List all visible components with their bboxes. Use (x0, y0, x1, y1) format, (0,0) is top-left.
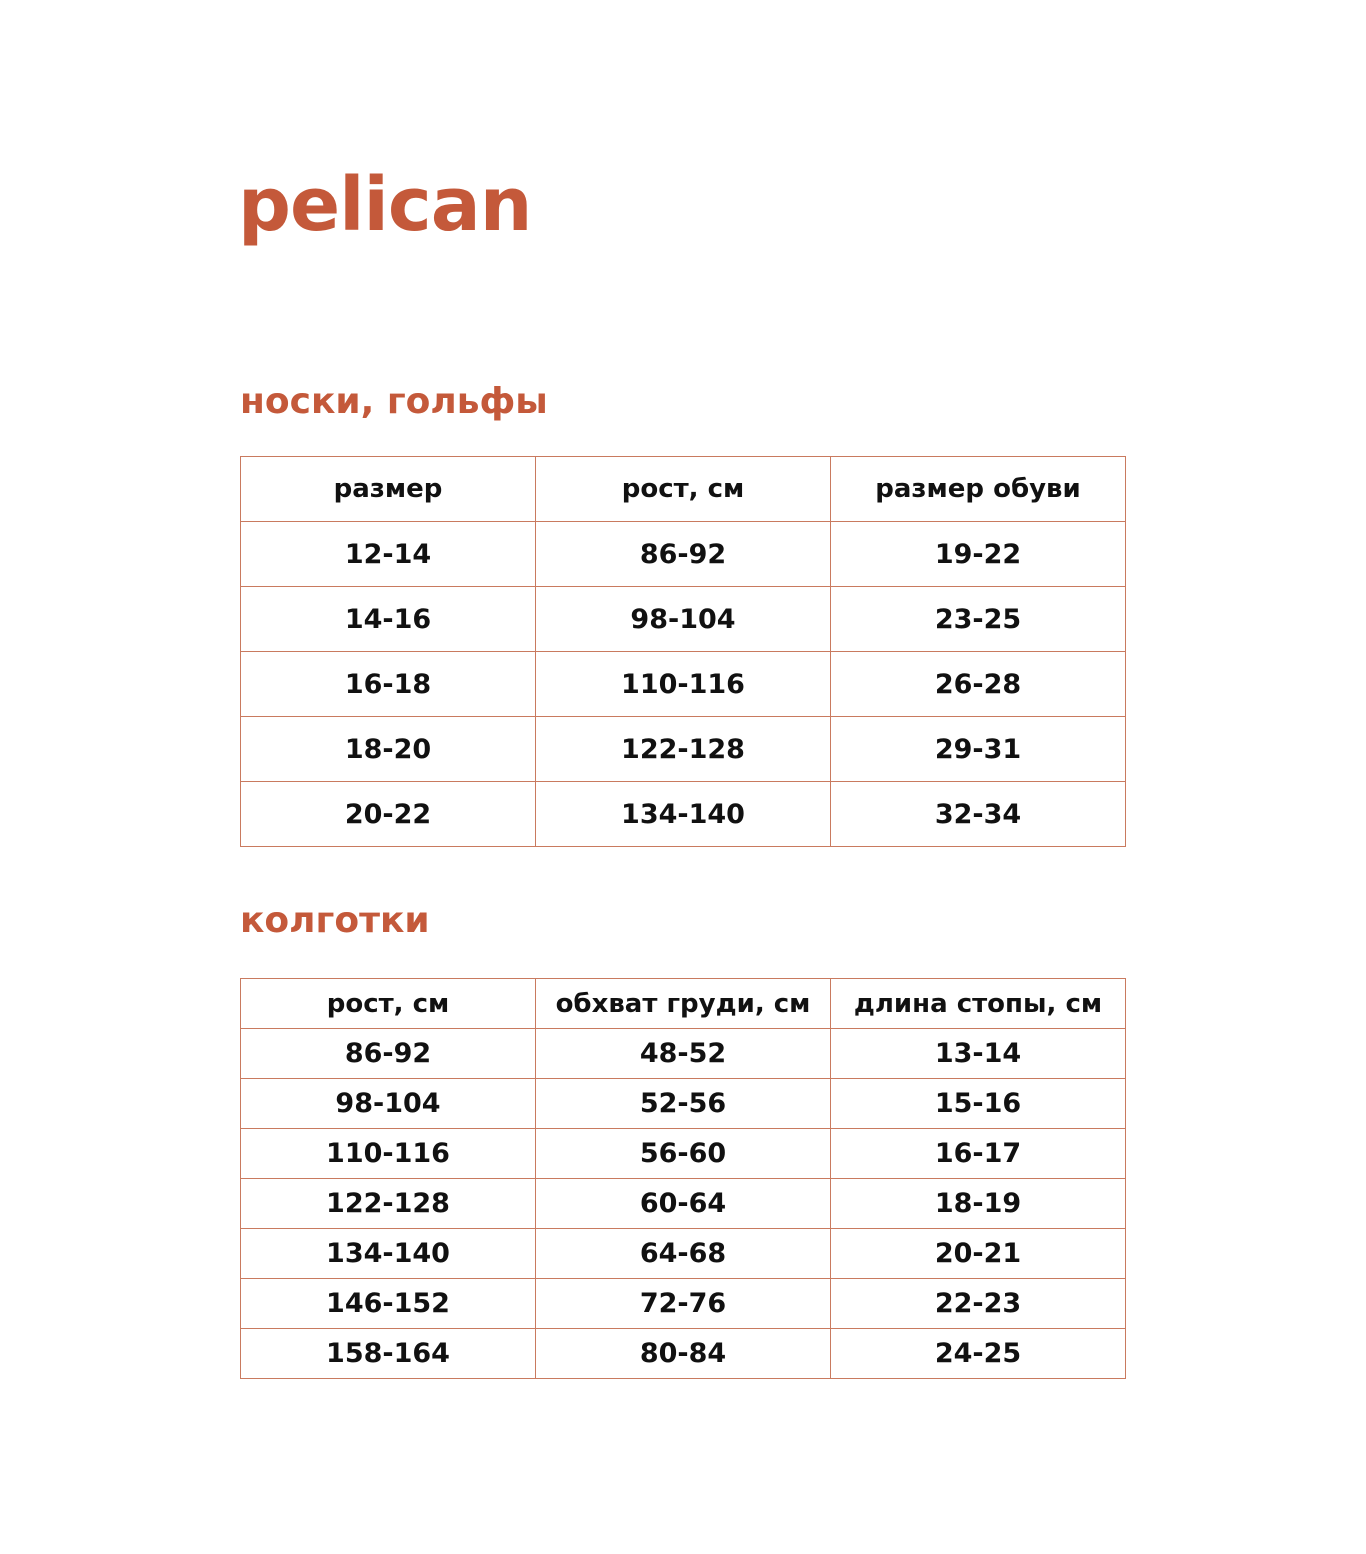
table-row (241, 522, 1126, 587)
table-cell: 146-152 (241, 1279, 536, 1329)
table-cell: 19-22 (831, 522, 1126, 587)
table-cell: 29-31 (831, 717, 1126, 782)
table-row (241, 1179, 1126, 1229)
table-cell: 134-140 (241, 1229, 536, 1279)
table-cell: 20-21 (831, 1229, 1126, 1279)
table-cell: 15-16 (831, 1079, 1126, 1129)
table-cell: 98-104 (241, 1079, 536, 1129)
table-cell: 32-34 (831, 782, 1126, 847)
section-title-tights: колготки (240, 900, 430, 941)
table-cell: 122-128 (241, 1179, 536, 1229)
brand-logo: pelican (238, 162, 532, 248)
table-cell: 122-128 (536, 717, 831, 782)
table-cell: 23-25 (831, 587, 1126, 652)
table-cell: 52-56 (536, 1079, 831, 1129)
column-header: рост, см (536, 457, 831, 522)
table-header-row (241, 979, 1126, 1029)
table-cell: 18-19 (831, 1179, 1126, 1229)
table-cell: 18-20 (241, 717, 536, 782)
table-row (241, 1229, 1126, 1279)
column-header: размер обуви (831, 457, 1126, 522)
table-header-row (241, 457, 1126, 522)
table-cell: 16-17 (831, 1129, 1126, 1179)
table-row (241, 782, 1126, 847)
table-row (241, 652, 1126, 717)
table-cell: 86-92 (241, 1029, 536, 1079)
column-header: обхват груди, см (536, 979, 831, 1029)
table-row (241, 1079, 1126, 1129)
table-row (241, 1279, 1126, 1329)
table-row (241, 1129, 1126, 1179)
tights-size-table (240, 978, 1126, 1379)
table-cell: 20-22 (241, 782, 536, 847)
section-title-socks: носки, гольфы (240, 381, 548, 422)
table-cell: 24-25 (831, 1329, 1126, 1379)
table-cell: 12-14 (241, 522, 536, 587)
table-cell: 48-52 (536, 1029, 831, 1079)
table-cell: 80-84 (536, 1329, 831, 1379)
table-cell: 14-16 (241, 587, 536, 652)
table-row (241, 587, 1126, 652)
table-cell: 158-164 (241, 1329, 536, 1379)
table-row (241, 1329, 1126, 1379)
table-cell: 60-64 (536, 1179, 831, 1229)
table-row (241, 717, 1126, 782)
table-cell: 134-140 (536, 782, 831, 847)
socks-size-table (240, 456, 1126, 847)
table-cell: 56-60 (536, 1129, 831, 1179)
table-cell: 13-14 (831, 1029, 1126, 1079)
table-cell: 110-116 (241, 1129, 536, 1179)
column-header: рост, см (241, 979, 536, 1029)
table-row (241, 1029, 1126, 1079)
table-cell: 86-92 (536, 522, 831, 587)
table-cell: 26-28 (831, 652, 1126, 717)
table-cell: 64-68 (536, 1229, 831, 1279)
table-cell: 98-104 (536, 587, 831, 652)
table-cell: 72-76 (536, 1279, 831, 1329)
table-cell: 16-18 (241, 652, 536, 717)
column-header: длина стопы, см (831, 979, 1126, 1029)
table-cell: 22-23 (831, 1279, 1126, 1329)
column-header: размер (241, 457, 536, 522)
table-cell: 110-116 (536, 652, 831, 717)
